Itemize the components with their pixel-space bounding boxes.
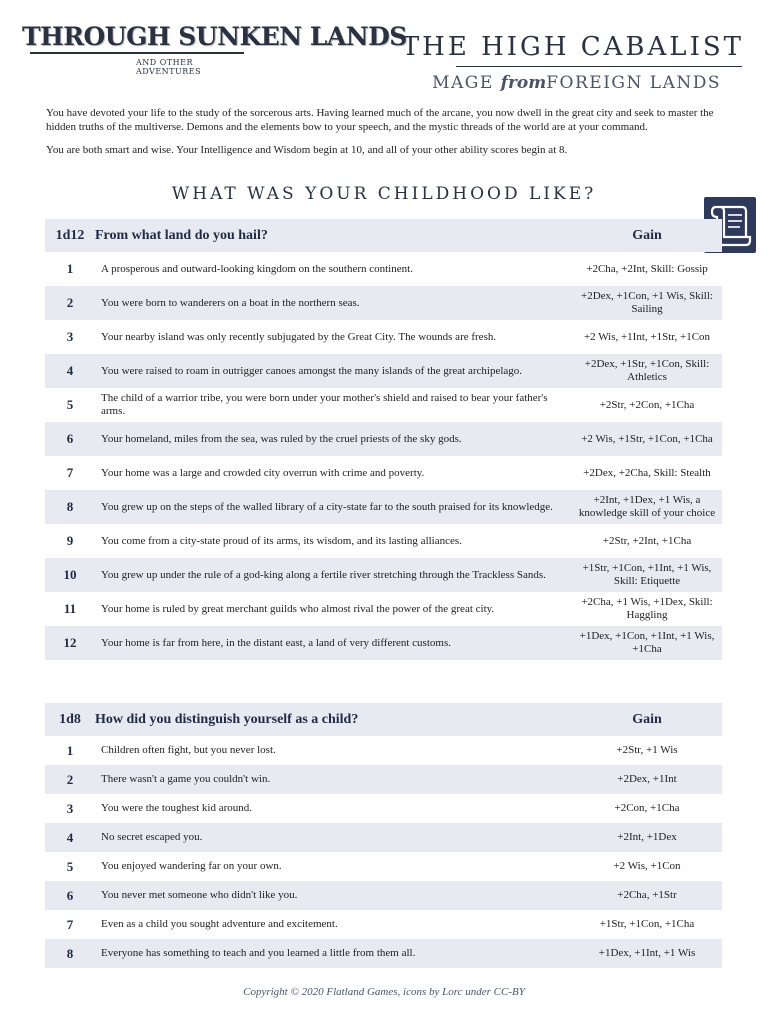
logo-title: THROUGH SUNKEN LANDS bbox=[22, 22, 407, 51]
roll-description: Your homeland, miles from the sea, was ruled by the cruel priests of the sky gods. bbox=[95, 422, 572, 456]
roll-description: You grew up on the steps of the walled library of a city-state far to the south praised for its knowledge. bbox=[95, 490, 572, 524]
table-row bbox=[45, 736, 722, 765]
roll-number: 1 bbox=[66, 261, 74, 276]
roll-description: Your home is far from here, in the distant east, a land of very different customs. bbox=[95, 626, 572, 660]
roll-number: 9 bbox=[66, 533, 74, 548]
childhood-table bbox=[45, 703, 722, 968]
table-row bbox=[45, 823, 722, 852]
table-row bbox=[45, 422, 722, 456]
roll-number: 6 bbox=[45, 881, 95, 910]
roll-gain: +2Con, +1Cha bbox=[614, 802, 680, 814]
roll-gain: +1Dex, +1Int, +1 Wis bbox=[572, 939, 722, 968]
table-row bbox=[45, 354, 722, 388]
intro-paragraph-2: You are both smart and wise. Your Intelligence and Wisdom begin at 10, and all of your other ability scores begin at 8. bbox=[46, 144, 568, 156]
land-table bbox=[45, 219, 722, 660]
intro-paragraph-1: You have devoted your life to the study of the sorcerous arts. Having learned much of the arcane, you now dwell in the great city and seek to master the hidden truths of the multiverse. Demons and the elements bow to your speech, and the mystic threads of the world are at your command. bbox=[46, 107, 714, 133]
roll-description: You come from a city-state proud of its arms, its wisdom, and its lasting alliances. bbox=[101, 534, 462, 547]
roll-gain: +2Dex, +1Con, +1 Wis, Skill: Sailing bbox=[572, 286, 722, 320]
logo-divider bbox=[30, 52, 244, 54]
roll-description: Everyone has something to teach and you learned a little from them all. bbox=[95, 939, 572, 968]
roll-number: 7 bbox=[66, 465, 74, 480]
roll-gain: +2 Wis, +1Con bbox=[613, 860, 681, 872]
roll-number: 2 bbox=[45, 765, 95, 794]
roll-description: You were raised to roam in outrigger canoes amongst the many islands of the great archipelago. bbox=[95, 354, 572, 388]
roll-number: 6 bbox=[45, 422, 95, 456]
roll-gain: +2Str, +1 Wis bbox=[616, 744, 678, 756]
roll-number: 12 bbox=[45, 626, 95, 660]
roll-number: 5 bbox=[66, 858, 74, 874]
roll-description: Your home was a large and crowded city overrun with crime and poverty. bbox=[101, 466, 425, 479]
subtitle-mage: MAGE bbox=[432, 73, 494, 93]
roll-gain: +2Cha, +2Int, Skill: Gossip bbox=[586, 262, 708, 275]
roll-description: Your nearby island was only recently subjugated by the Great City. The wounds are fresh. bbox=[101, 330, 497, 343]
roll-description: A prosperous and outward-looking kingdom on the southern continent. bbox=[101, 262, 413, 275]
roll-number: 11 bbox=[63, 601, 77, 616]
page-header bbox=[0, 0, 768, 100]
table-row bbox=[45, 558, 722, 592]
table-row bbox=[45, 286, 722, 320]
roll-number: 8 bbox=[45, 490, 95, 524]
table-row bbox=[45, 388, 722, 422]
roll-number: 2 bbox=[45, 286, 95, 320]
roll-description: The child of a warrior tribe, you were born under your mother's shield and raised to bear your father's arms. bbox=[101, 392, 548, 417]
roll-number: 3 bbox=[66, 800, 74, 816]
roll-number: 7 bbox=[66, 916, 74, 932]
class-title: THE HIGH CABALIST bbox=[401, 32, 744, 62]
roll-description: Even as a child you sought adventure and excitement. bbox=[101, 918, 338, 930]
roll-gain: +2Cha, +1 Wis, +1Dex, Skill: Haggling bbox=[581, 596, 713, 621]
roll-gain: +2 Wis, +1Int, +1Str, +1Con bbox=[583, 330, 711, 343]
roll-description: You grew up under the rule of a god-king along a fertile river stretching through the Trackless Sands. bbox=[95, 558, 572, 592]
gain-header: Gain bbox=[572, 703, 722, 736]
roll-number: 1 bbox=[66, 742, 74, 758]
childhood-table-header bbox=[45, 703, 722, 736]
table-row bbox=[45, 910, 722, 939]
roll-gain: +1Str, +1Con, +1Int, +1 Wis, Skill: Etiquette bbox=[572, 558, 722, 592]
subtitle-lands: FOREIGN LANDS bbox=[546, 73, 721, 93]
title-divider bbox=[456, 66, 742, 67]
roll-number: 4 bbox=[45, 354, 95, 388]
table-row bbox=[45, 939, 722, 968]
roll-number: 3 bbox=[66, 329, 74, 344]
table-row bbox=[45, 524, 722, 558]
roll-gain: +1Str, +1Con, +1Cha bbox=[599, 918, 695, 930]
table-row bbox=[45, 881, 722, 910]
roll-gain: +2Str, +2Int, +1Cha bbox=[602, 534, 692, 547]
table-row bbox=[45, 765, 722, 794]
table-row bbox=[45, 456, 722, 490]
section-title: WHAT WAS YOUR CHILDHOOD LIKE? bbox=[171, 184, 597, 204]
roll-gain: +2Dex, +1Str, +1Con, Skill: Athletics bbox=[572, 354, 722, 388]
roll-gain: +2Dex, +1Int bbox=[572, 765, 722, 794]
roll-gain: +1Dex, +1Con, +1Int, +1 Wis, +1Cha bbox=[572, 626, 722, 660]
roll-description: You were born to wanderers on a boat in the northern seas. bbox=[95, 286, 572, 320]
table-row bbox=[45, 592, 722, 626]
subtitle-from: from bbox=[500, 73, 547, 93]
roll-description: There wasn't a game you couldn't win. bbox=[95, 765, 572, 794]
roll-description: Your home is ruled by great merchant guilds who almost rival the power of the great city. bbox=[101, 602, 495, 615]
roll-description: No secret escaped you. bbox=[95, 823, 572, 852]
land-table-header bbox=[45, 219, 722, 252]
roll-gain: +2Cha, +1Str bbox=[572, 881, 722, 910]
class-subtitle bbox=[432, 73, 721, 93]
roll-gain: +2Int, +1Dex, +1 Wis, a knowledge skill of your choice bbox=[572, 490, 722, 524]
roll-description: You never met someone who didn't like you. bbox=[95, 881, 572, 910]
roll-description: You enjoyed wandering far on your own. bbox=[101, 860, 282, 872]
table-row bbox=[45, 320, 722, 354]
roll-gain: +2Int, +1Dex bbox=[572, 823, 722, 852]
table-row bbox=[45, 490, 722, 524]
question-header: How did you distinguish yourself as a child? bbox=[95, 703, 572, 736]
roll-number: 4 bbox=[45, 823, 95, 852]
table-row bbox=[45, 852, 722, 881]
roll-description: Children often fight, but you never lost. bbox=[101, 744, 276, 756]
die-header: 1d8 bbox=[45, 703, 95, 736]
game-logo bbox=[22, 18, 407, 84]
question-header: From what land do you hail? bbox=[95, 219, 572, 252]
gain-header: Gain bbox=[572, 219, 722, 252]
logo-subtitle: AND OTHER ADVENTURES bbox=[136, 58, 202, 76]
intro-text bbox=[46, 106, 726, 166]
copyright-footer: Copyright © 2020 Flatland Games, icons by Lorc under CC-BY bbox=[243, 986, 525, 998]
roll-gain: +2Str, +2Con, +1Cha bbox=[599, 398, 695, 411]
table-row bbox=[45, 252, 722, 286]
roll-description: You were the toughest kid around. bbox=[101, 802, 253, 814]
die-header: 1d12 bbox=[45, 219, 95, 252]
table-row bbox=[45, 626, 722, 660]
roll-number: 10 bbox=[45, 558, 95, 592]
table-row bbox=[45, 794, 722, 823]
roll-number: 5 bbox=[66, 397, 74, 412]
roll-gain: +2 Wis, +1Str, +1Con, +1Cha bbox=[572, 422, 722, 456]
roll-gain: +2Dex, +2Cha, Skill: Stealth bbox=[583, 466, 711, 479]
roll-number: 8 bbox=[45, 939, 95, 968]
